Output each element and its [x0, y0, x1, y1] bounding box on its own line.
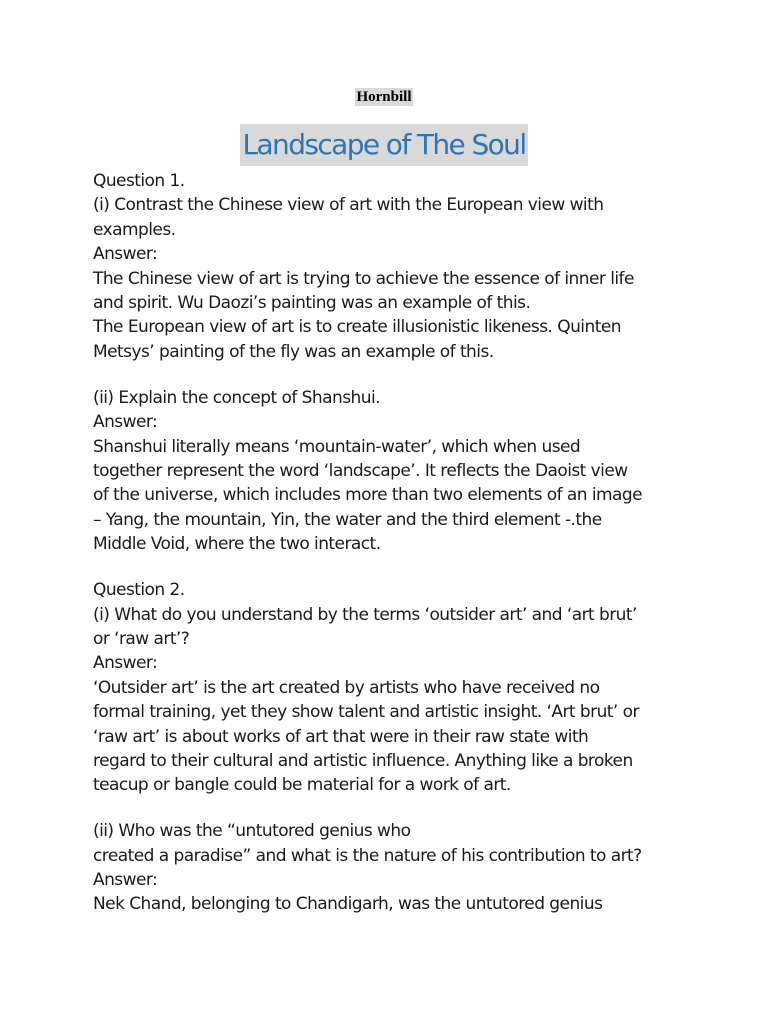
text-line: and spirit. Wu Daozi’s painting was an example of this. [93, 293, 531, 314]
text-line: (i) Contrast the Chinese view of art with the European view with [93, 195, 604, 216]
text-line: (i) What do you understand by the terms ‘outsider art’ and ‘art brut’ [93, 604, 637, 625]
subject-label: Hornbill [356, 89, 412, 105]
text-line: regard to their cultural and artistic influence. Anything like a broken [93, 750, 633, 771]
text-line: Question 2. [93, 580, 185, 601]
paragraph-gap [93, 798, 693, 820]
text-line: Answer: [93, 244, 158, 265]
qa-body [93, 169, 693, 917]
text-line: of the universe, which includes more than two elements of an image [93, 485, 643, 506]
text-line: examples. [93, 219, 176, 240]
text-line: or ‘raw art’? [93, 628, 190, 649]
text-line: (ii) Explain the concept of Shanshui. [93, 387, 380, 408]
text-line: The Chinese view of art is trying to achieve the essence of inner life [93, 268, 634, 289]
paragraph-gap [93, 364, 693, 386]
text-line: Answer: [93, 412, 158, 433]
text-line: Metsys’ painting of the fly was an example of this. [93, 341, 494, 362]
text-line: (ii) Who was the “untutored genius who [93, 821, 411, 842]
text-line: formal training, yet they show talent and artistic insight. ‘Art brut’ or [93, 702, 639, 723]
subject-header [0, 88, 768, 106]
chapter-title [0, 124, 768, 166]
text-line: created a paradise” and what is the nature of his contribution to art? [93, 845, 642, 866]
text-line: ‘raw art’ is about works of art that were in their raw state with [93, 726, 589, 747]
text-line: – Yang, the mountain, Yin, the water and the third element -.the [93, 509, 602, 530]
text-line: Middle Void, where the two interact. [93, 534, 381, 555]
text-line: Shanshui literally means ‘mountain-water’, which when used [93, 436, 581, 457]
text-line: Answer: [93, 870, 158, 891]
text-line: Answer: [93, 653, 158, 674]
text-line: Question 1. [93, 171, 185, 191]
text-line: ‘Outsider art’ is the art created by artists who have received no [93, 677, 600, 698]
text-line: teacup or bangle could be material for a work of art. [93, 775, 511, 796]
text-line: Nek Chand, belonging to Chandigarh, was the untutored genius [93, 894, 603, 915]
text-line: together represent the word ‘landscape’. It reflects the Daoist view [93, 460, 628, 481]
text-line: The European view of art is to create illusionistic likeness. Quinten [93, 317, 621, 338]
paragraph-gap [93, 557, 693, 579]
chapter-title-text: Landscape of The Soul [240, 124, 527, 166]
